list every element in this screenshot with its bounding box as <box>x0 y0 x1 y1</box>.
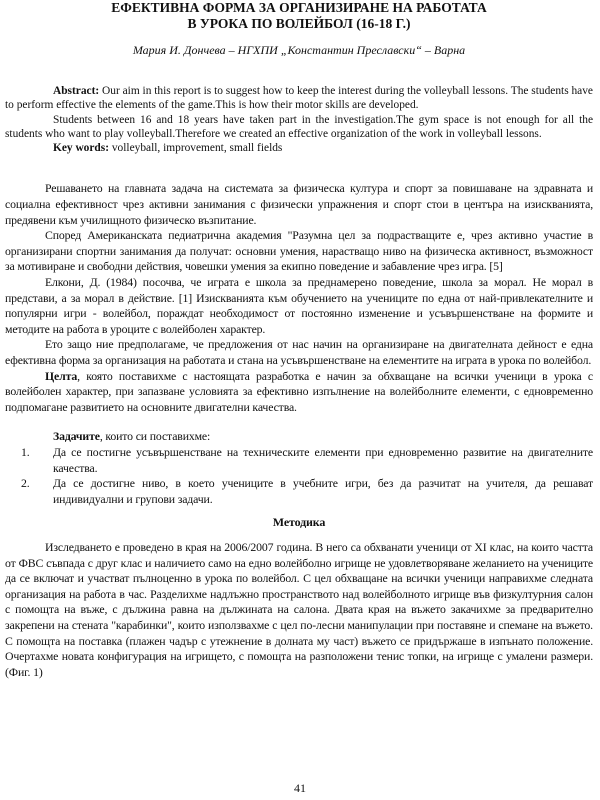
list-item <box>5 445 593 476</box>
tasks-label: Задачите <box>53 429 100 444</box>
methodology-paragraph: Изследването е проведено в края на 2006/2007 година. В него са обхванати ученици от XI клас, на които частта от ФВС съвпада с друг клас и наличието само на едно волейболно игрище не удовлетворяване желанието на учениците да се включат и участват пълноценно в урока по волейбол. С цел обхващане на всички ученици направихме следната организация на работа в час. Разделихме надлъжно пространството над волейболното игрище във физкултурния салон с помощта на въже, с дължина равна на дължината на салона. Двата края на въжето закачихме за предварително закрепени на стената "карабинки", които използвахме с цел по-лесни манипулации при поставяне и спемане на въжето. С помощта на поставка (плажен чадър с утежнение в долната му част) въжето се придържаше в изпънато положение. Очертахме новата конфигурация на игрището, с помощта на разположени тенис топки, на игрище с умалени размери. (Фиг. 1) <box>5 539 593 679</box>
list-item-number: 2. <box>21 476 30 491</box>
tasks-heading <box>5 429 593 445</box>
list-item-number: 1. <box>21 444 30 459</box>
abstract-label: Abstract: <box>53 85 100 97</box>
abstract-section <box>5 84 593 155</box>
goal-paragraph <box>5 369 593 416</box>
title-line-1: ЕФЕКТИВНА ФОРМА ЗА ОРГАНИЗИРАНЕ НА РАБОТАТА <box>111 0 487 15</box>
keywords-label: Key words: <box>53 142 109 155</box>
body-text <box>5 181 593 680</box>
keywords-text: volleyball, improvement, small fields <box>109 142 283 155</box>
abstract-paragraph-1 <box>5 84 593 113</box>
abstract-text-1: Our aim in this report is to suggest how to keep the interest during the volleyball lessons. The students have to perform effective the elements of the game.This is how their motor skills are developed. <box>5 85 593 112</box>
list-item-text: Да се постигне усъвършенстване на техническите елементи при едновременно развитие на двигателните качества. <box>53 444 593 475</box>
author-affiliation: Мария И. Дончева – НГХПИ „Константин Преславски“ – Варна <box>132 43 466 57</box>
body-paragraph-4: Ето защо ние предполагаме, че предложения от нас начин на организиране на двигателната дейност е една ефективна форма за организация на работата и стана на усъвършенстване на елементите на играта в урока по волейбол. <box>5 337 593 368</box>
tasks-intro: , които си поставихме: <box>99 429 211 444</box>
goal-text: , която поставихме с настоящата разработка е начин за обхващане на всички ученици в урока с волейболен характер, при запазване условията за ефективно изпълнение на волейболните елементи, с едновременно подпомагане развитието на основните двигателни качества. <box>5 368 593 414</box>
title-line-2: В УРОКА ПО ВОЛЕЙБОЛ (16-18 Г.) <box>187 16 411 31</box>
body-paragraph-1: Решаването на главната задача на системата за физическа култура и спорт за повишаване на здравната и социална ефективност чрез активни занимания с физически упражнения и спорт стои в центъра на изискванията, предявени към училищното физическо възпитание. <box>5 181 593 227</box>
abstract-paragraph-2: Students between 16 and 18 years have taken part in the investigation.The gym space is not enough for all the students who want to play volleyball.Therefore we created an effective organization of the work in volleyball lessons. <box>5 113 593 140</box>
page-number: 41 <box>294 781 306 795</box>
tasks-section <box>5 429 593 507</box>
keywords-line <box>5 141 593 155</box>
tasks-list <box>5 445 593 507</box>
methodology-heading: Методика <box>272 515 326 530</box>
goal-label: Целта <box>45 368 78 383</box>
list-item <box>5 476 593 507</box>
paper-title <box>5 0 593 32</box>
body-paragraph-2: Според Американската педиатрична академия "Разумна цел за подрастващите е, чрез активно участие в организирани спортни занимания да получат: основни умения, нарастващо ниво на физическа активност, възможност за мотивиране и свободни действия, човешки умения за екипно поведение и забавление чрез игра. [5] <box>5 228 593 274</box>
body-paragraph-3: Елкони, Д. (1984) посочва, че играта е школа за преднамерено поведение, школа за морал. Не морал в представи, а за морал в действие. [1] Изискванията към обучението на учениците по една от най-привлекателните и популярни игри - волейбол, пораждат необходимост от постоянно изменение и усъвършенстване на формите и методите на работа в уроците с волейболен характер. <box>5 275 593 336</box>
list-item-text: Да се достигне ниво, в което учениците в учебните игри, без да разчитат на учителя, да решават индивидуални и групови задачи. <box>53 476 593 506</box>
